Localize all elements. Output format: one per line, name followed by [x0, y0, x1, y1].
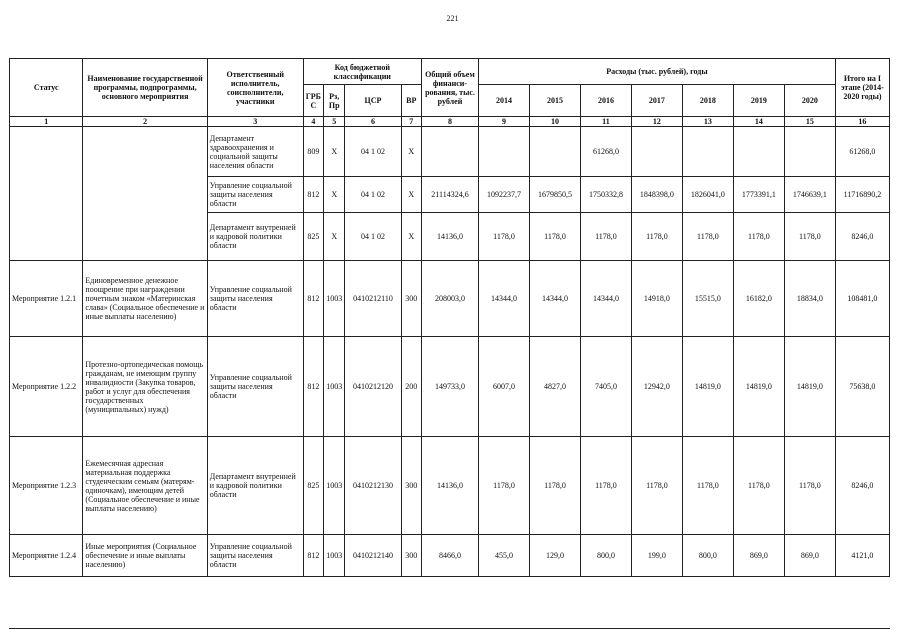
name-cell: Протезно-ортопедическая помощь гражданам, не имеющим группу инвалидности (Закупка товаров, работ и услуг для обеспечения государственных (муниципальных) нужд)	[83, 337, 207, 437]
year-cell: 1178,0	[479, 213, 530, 261]
status-cell: Мероприятие 1.2.2	[10, 337, 83, 437]
column-number: 5	[324, 117, 345, 127]
header-total-volume: Общий объем финанси-рования, тыс. рублей	[421, 59, 478, 117]
year-cell: 129,0	[530, 535, 581, 577]
column-number: 11	[580, 117, 631, 127]
year-cell: 1178,0	[530, 437, 581, 535]
column-number: 2	[83, 117, 207, 127]
csr-cell: 04 1 02	[345, 177, 401, 213]
year-cell: 869,0	[784, 535, 835, 577]
grbs-cell: 825	[303, 213, 323, 261]
page-bottom-rule	[9, 628, 890, 629]
sum-cell: 11716890,2	[835, 177, 889, 213]
column-numbers-row	[10, 117, 890, 127]
executor-cell: Департамент здравоохранения и социальной защиты населения области	[207, 127, 303, 177]
year-cell: 1178,0	[733, 437, 784, 535]
total-cell: 8466,0	[421, 535, 478, 577]
name-cell: Иные мероприятия (Социальное обеспечение и иные выплаты населению)	[83, 535, 207, 577]
header-year: 2015	[530, 85, 581, 117]
header-year: 2019	[733, 85, 784, 117]
vr-cell: X	[401, 127, 421, 177]
page-number: 221	[446, 14, 459, 23]
year-cell: 1773391,1	[733, 177, 784, 213]
vr-cell: 200	[401, 337, 421, 437]
year-cell: 1178,0	[784, 213, 835, 261]
rzpr-cell: X	[324, 177, 345, 213]
executor-cell: Управление социальной защиты населения области	[207, 535, 303, 577]
sum-cell: 8246,0	[835, 213, 889, 261]
year-cell: 7405,0	[580, 337, 631, 437]
csr-cell: 0410212140	[345, 535, 401, 577]
column-number: 16	[835, 117, 889, 127]
column-number: 7	[401, 117, 421, 127]
status-cell: Мероприятие 1.2.3	[10, 437, 83, 535]
total-cell: 21114324,6	[421, 177, 478, 213]
year-cell	[479, 127, 530, 177]
year-cell: 869,0	[733, 535, 784, 577]
table-row	[10, 437, 890, 535]
sum-cell: 8246,0	[835, 437, 889, 535]
column-number: 15	[784, 117, 835, 127]
column-number: 13	[682, 117, 733, 127]
table-header	[10, 59, 890, 127]
grbs-cell: 812	[303, 535, 323, 577]
year-cell: 1178,0	[733, 213, 784, 261]
year-cell: 1178,0	[479, 437, 530, 535]
executor-cell: Управление социальной защиты населения области	[207, 177, 303, 213]
year-cell: 1092237,7	[479, 177, 530, 213]
year-cell: 1826041,0	[682, 177, 733, 213]
year-cell: 1750332,8	[580, 177, 631, 213]
year-cell: 1746639,1	[784, 177, 835, 213]
column-number: 1	[10, 117, 83, 127]
year-cell: 6007,0	[479, 337, 530, 437]
year-cell: 199,0	[631, 535, 682, 577]
year-cell: 1178,0	[682, 213, 733, 261]
executor-cell: Управление социальной защиты населения области	[207, 261, 303, 337]
column-number: 9	[479, 117, 530, 127]
year-cell	[631, 127, 682, 177]
year-cell: 14819,0	[733, 337, 784, 437]
grbs-cell: 812	[303, 261, 323, 337]
year-cell: 800,0	[682, 535, 733, 577]
header-status: Статус	[10, 59, 83, 117]
grbs-cell: 812	[303, 177, 323, 213]
table-row	[10, 261, 890, 337]
year-cell: 14819,0	[682, 337, 733, 437]
year-cell: 1178,0	[631, 437, 682, 535]
header-grbs: ГРБ С	[303, 85, 323, 117]
status-cell: Мероприятие 1.2.1	[10, 261, 83, 337]
name-cell	[83, 127, 207, 261]
header-name: Наименование государственной программы, подпрограммы, основного мероприятия	[83, 59, 207, 117]
year-cell: 12942,0	[631, 337, 682, 437]
column-number: 10	[530, 117, 581, 127]
table-row	[10, 535, 890, 577]
budget-table	[9, 58, 890, 577]
year-cell: 14819,0	[784, 337, 835, 437]
header-year: 2017	[631, 85, 682, 117]
year-cell	[733, 127, 784, 177]
header-budget-code: Код бюджетной классификации	[303, 59, 421, 85]
vr-cell: 300	[401, 535, 421, 577]
name-cell: Ежемесячная адресная материальная поддержка студенческим семьям (матерям-одиночкам), имеющим детей (Социальное обеспечение и иные выплаты населению)	[83, 437, 207, 535]
vr-cell: 300	[401, 437, 421, 535]
year-cell: 1178,0	[580, 437, 631, 535]
year-cell: 1178,0	[784, 437, 835, 535]
year-cell: 800,0	[580, 535, 631, 577]
sum-cell: 108481,0	[835, 261, 889, 337]
column-number: 8	[421, 117, 478, 127]
rzpr-cell: 1003	[324, 337, 345, 437]
name-cell: Единовременное денежное поощрение при награждении почетным знаком «Материнская слава» (Социальное обеспечение и иные выплаты населению)	[83, 261, 207, 337]
header-rzpr: Рз, Пр	[324, 85, 345, 117]
year-cell: 16182,0	[733, 261, 784, 337]
year-cell: 1178,0	[530, 213, 581, 261]
header-year: 2018	[682, 85, 733, 117]
header-year: 2014	[479, 85, 530, 117]
executor-cell: Управление социальной защиты населения области	[207, 337, 303, 437]
year-cell	[682, 127, 733, 177]
total-cell: 208003,0	[421, 261, 478, 337]
header-executor: Ответственный исполнитель, соисполнители, участники	[207, 59, 303, 117]
csr-cell: 0410212130	[345, 437, 401, 535]
year-cell: 14344,0	[530, 261, 581, 337]
rzpr-cell: 1003	[324, 535, 345, 577]
year-cell	[784, 127, 835, 177]
sum-cell: 61268,0	[835, 127, 889, 177]
year-cell: 4827,0	[530, 337, 581, 437]
year-cell: 15515,0	[682, 261, 733, 337]
csr-cell: 04 1 02	[345, 127, 401, 177]
sum-cell: 75638,0	[835, 337, 889, 437]
year-cell: 14344,0	[479, 261, 530, 337]
year-cell: 1848398,0	[631, 177, 682, 213]
column-number: 14	[733, 117, 784, 127]
vr-cell: 300	[401, 261, 421, 337]
table-body	[10, 127, 890, 577]
header-csr: ЦСР	[345, 85, 401, 117]
year-cell: 1679850,5	[530, 177, 581, 213]
grbs-cell: 809	[303, 127, 323, 177]
rzpr-cell: 1003	[324, 437, 345, 535]
year-cell: 14344,0	[580, 261, 631, 337]
vr-cell: X	[401, 213, 421, 261]
year-cell: 1178,0	[682, 437, 733, 535]
rzpr-cell: 1003	[324, 261, 345, 337]
table-row	[10, 127, 890, 177]
column-number: 6	[345, 117, 401, 127]
table-row	[10, 337, 890, 437]
executor-cell: Департамент внутренней и кадровой политики области	[207, 437, 303, 535]
header-vr: ВР	[401, 85, 421, 117]
status-cell: Мероприятие 1.2.4	[10, 535, 83, 577]
column-number: 3	[207, 117, 303, 127]
rzpr-cell: X	[324, 213, 345, 261]
column-number: 4	[303, 117, 323, 127]
sum-cell: 4121,0	[835, 535, 889, 577]
csr-cell: 04 1 02	[345, 213, 401, 261]
year-cell	[530, 127, 581, 177]
vr-cell: X	[401, 177, 421, 213]
header-stage-total: Итого на I этапе (2014-2020 годы)	[835, 59, 889, 117]
year-cell: 14918,0	[631, 261, 682, 337]
header-expenses: Расходы (тыс. рублей), годы	[479, 59, 836, 85]
year-cell: 1178,0	[580, 213, 631, 261]
header-year: 2016	[580, 85, 631, 117]
column-number: 12	[631, 117, 682, 127]
header-year: 2020	[784, 85, 835, 117]
grbs-cell: 825	[303, 437, 323, 535]
csr-cell: 0410212110	[345, 261, 401, 337]
csr-cell: 0410212120	[345, 337, 401, 437]
status-cell	[10, 127, 83, 261]
total-cell: 149733,0	[421, 337, 478, 437]
grbs-cell: 812	[303, 337, 323, 437]
year-cell: 61268,0	[580, 127, 631, 177]
year-cell: 1178,0	[631, 213, 682, 261]
total-cell	[421, 127, 478, 177]
executor-cell: Департамент внутренней и кадровой политики области	[207, 213, 303, 261]
rzpr-cell: X	[324, 127, 345, 177]
year-cell: 18834,0	[784, 261, 835, 337]
total-cell: 14136,0	[421, 437, 478, 535]
year-cell: 455,0	[479, 535, 530, 577]
total-cell: 14136,0	[421, 213, 478, 261]
